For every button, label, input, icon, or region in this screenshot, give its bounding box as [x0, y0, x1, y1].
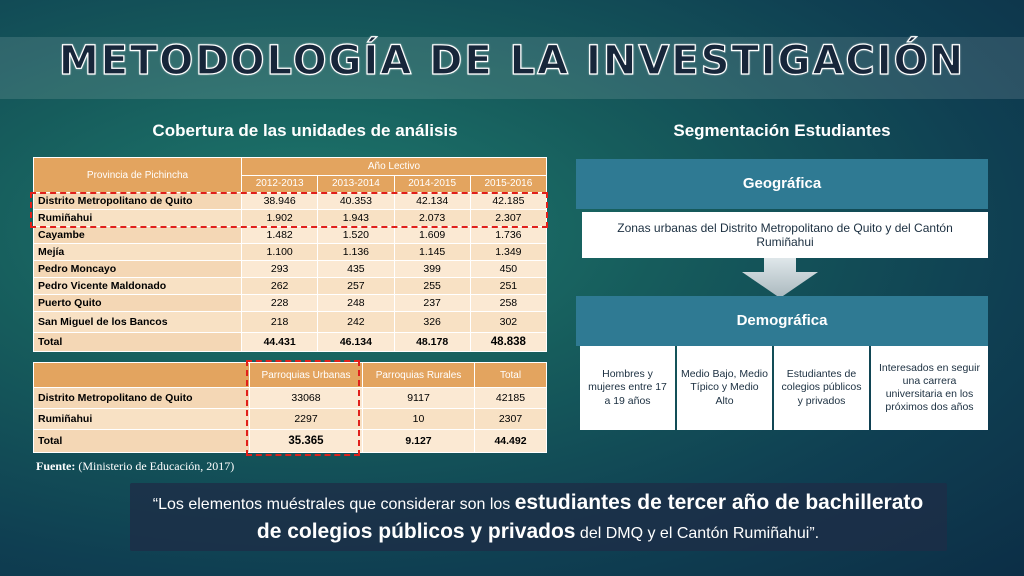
year-col: 2014-2015	[394, 175, 470, 193]
table-row	[34, 210, 547, 227]
row-value: 326	[394, 312, 470, 333]
table-row	[34, 409, 547, 430]
row-value: 248	[318, 295, 394, 312]
row-value: 1.609	[394, 227, 470, 244]
row-value: 1.902	[242, 210, 318, 227]
row-value: 38.946	[242, 193, 318, 210]
coverage-title: Cobertura de las unidades de análisis	[152, 121, 458, 140]
row-value: 237	[394, 295, 470, 312]
row-value: 255	[394, 278, 470, 295]
slide-title: METODOLOGÍA DE LA INVESTIGACIÓN	[58, 38, 966, 84]
row-value: 42.134	[394, 193, 470, 210]
table-row	[34, 312, 547, 333]
row-value: 9.127	[363, 430, 475, 453]
demografica-item: Hombres y mujeres entre 17 a 19 años	[580, 346, 675, 430]
row-value: 46.134	[318, 333, 394, 352]
row-value: 2.307	[470, 210, 546, 227]
demografica-item: Estudiantes de colegios públicos y privados	[774, 346, 869, 430]
row-value: 1.136	[318, 244, 394, 261]
row-label: Cayambe	[34, 227, 242, 244]
row-value: 1.145	[394, 244, 470, 261]
row-value: 1.736	[470, 227, 546, 244]
row-value: 228	[242, 295, 318, 312]
row-value: 1.100	[242, 244, 318, 261]
demografica-header: Demográfica	[576, 296, 988, 346]
row-label: Rumiñahui	[34, 409, 250, 430]
source-text: (Ministerio de Educación, 2017)	[78, 459, 235, 473]
table-row	[34, 261, 547, 278]
row-value: 218	[242, 312, 318, 333]
row-value: 44.431	[242, 333, 318, 352]
row-label: Total	[34, 430, 250, 453]
row-value: 293	[242, 261, 318, 278]
row-value: 35.365	[250, 430, 363, 453]
row-label: Rumiñahui	[34, 210, 242, 227]
row-value: 33068	[250, 388, 363, 409]
table-row-total	[34, 333, 547, 352]
row-label: Total	[34, 333, 242, 352]
demografica-item: Interesados en seguir una carrera universitaria en los próximos dos años	[871, 346, 988, 430]
blank-header	[34, 363, 250, 388]
year-header: Año Lectivo	[242, 158, 547, 176]
year-col: 2012-2013	[242, 175, 318, 193]
table-row	[34, 227, 547, 244]
row-value: 10	[363, 409, 475, 430]
row-value: 257	[318, 278, 394, 295]
table-row	[34, 278, 547, 295]
row-value: 44.492	[475, 430, 547, 453]
table-row	[34, 295, 547, 312]
geografica-text: Zonas urbanas del Distrito Metropolitano de Quito y del Cantón Rumiñahui	[582, 212, 988, 258]
table-row	[34, 244, 547, 261]
row-value: 48.838	[470, 333, 546, 352]
row-value: 302	[470, 312, 546, 333]
row-value: 9117	[363, 388, 475, 409]
row-value: 42.185	[470, 193, 546, 210]
table-row	[34, 193, 547, 210]
quote-part: “Los elementos muéstrales que considerar son los	[152, 496, 515, 513]
table-row	[34, 388, 547, 409]
year-col: 2015-2016	[470, 175, 546, 193]
source-label: Fuente:	[36, 459, 76, 473]
row-value: 251	[470, 278, 546, 295]
urban-header: Parroquias Urbanas	[250, 363, 363, 388]
quote-emphasis: estudiantes de tercer año de bachillerato de colegios públicos y privados	[256, 491, 924, 543]
coverage-table	[33, 157, 547, 352]
segmentation-title: Segmentación Estudiantes	[673, 121, 891, 140]
row-label: Distrito Metropolitano de Quito	[34, 193, 242, 210]
row-value: 48.178	[394, 333, 470, 352]
parish-table	[33, 362, 547, 453]
quote-part: del DMQ y el Cantón Rumiñahui”.	[575, 525, 820, 542]
rural-header: Parroquias Rurales	[363, 363, 475, 388]
row-value: 2307	[475, 409, 547, 430]
row-value: 40.353	[318, 193, 394, 210]
row-label: Pedro Vicente Maldonado	[34, 278, 242, 295]
row-label: Distrito Metropolitano de Quito	[34, 388, 250, 409]
row-value: 2.073	[394, 210, 470, 227]
row-value: 399	[394, 261, 470, 278]
row-label: Pedro Moncayo	[34, 261, 242, 278]
row-value: 42185	[475, 388, 547, 409]
row-value: 435	[318, 261, 394, 278]
row-value: 1.943	[318, 210, 394, 227]
demografica-item: Medio Bajo, Medio Típico y Medio Alto	[677, 346, 772, 430]
year-col: 2013-2014	[318, 175, 394, 193]
row-value: 1.520	[318, 227, 394, 244]
row-label: Puerto Quito	[34, 295, 242, 312]
total-header: Total	[475, 363, 547, 388]
row-value: 262	[242, 278, 318, 295]
sample-quote	[138, 489, 938, 547]
row-value: 242	[318, 312, 394, 333]
row-value: 258	[470, 295, 546, 312]
table-row-total	[34, 430, 547, 453]
geografica-header: Geográfica	[576, 159, 988, 209]
row-value: 1.482	[242, 227, 318, 244]
row-label: San Miguel de los Bancos	[34, 312, 242, 333]
row-value: 450	[470, 261, 546, 278]
row-value: 2297	[250, 409, 363, 430]
source-note	[36, 459, 234, 474]
province-header: Provincia de Pichincha	[34, 158, 242, 193]
row-value: 1.349	[470, 244, 546, 261]
down-arrow-icon	[740, 258, 820, 298]
row-label: Mejía	[34, 244, 242, 261]
